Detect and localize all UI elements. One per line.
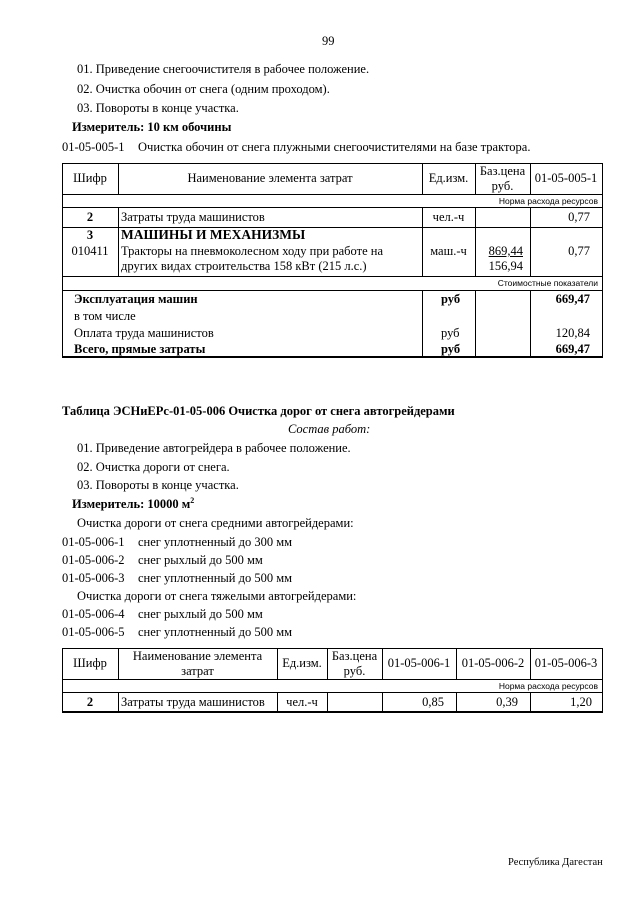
table1-header-col1: 01-05-005-1 [534,171,598,185]
item-code: 01-05-005-1 [62,140,125,154]
cost-row-name: Эксплуатация машин [74,292,198,306]
table-row-name: Тракторы на пневмоколесном ходу при работе на [121,244,383,258]
table2-header-name-cont: затрат [181,664,214,678]
group-title: Очистка дороги от снега средними автогрейдерами: [77,516,354,530]
table-row-price: 869,44 [488,244,523,258]
cost-row-unit: руб [441,292,461,306]
table2-header-price-unit: руб. [343,664,366,678]
step-item: 02. Очистка обочин от снега (одним проходом). [77,82,330,96]
table1-header-code: Шифр [73,171,107,185]
cost-row-unit: руб [441,342,461,356]
table-row-name: Затраты труда машинистов [121,210,265,224]
item-code: 01-05-006-2 [62,553,125,567]
cost-row-name: в том числе [74,309,136,323]
table-row-value-2: 0,39 [496,695,518,709]
cost-row-value: 669,47 [555,342,590,356]
cost-row-name: Оплата труда машинистов [74,326,214,340]
table-row-unit: маш.-ч [430,244,467,258]
table-row-value: 0,77 [568,210,590,224]
measure-label: Измеритель: 10 км обочины [72,120,232,134]
group-title: Очистка дороги от снега тяжелыми автогрейдерами: [77,589,357,603]
table2-header-code: Шифр [73,656,107,670]
table2-header-unit: Ед.изм. [282,656,322,670]
measure-text: Измеритель: 10000 м [72,497,191,512]
norm-label: Норма расхода ресурсов [498,196,598,206]
table-row-value: 0,77 [568,244,590,258]
cost-row-unit: руб [441,326,460,340]
table-row-name: Затраты труда машинистов [121,695,265,709]
table-title: Таблица ЭСНиЕРс-01-05-006 Очистка дорог от снега автогрейдерами [62,404,455,418]
table-row-value-3: 1,20 [570,695,592,709]
table-row-price-wage: 156,94 [488,259,523,273]
measure-superscript: 2 [190,496,195,505]
item-description: снег уплотненный до 500 мм [138,625,293,639]
step-item: 03. Повороты в конце участка. [77,101,239,115]
step-item: 01. Приведение автогрейдера в рабочее положение. [77,441,351,455]
item-code: 01-05-006-5 [62,625,125,639]
item-description: снег уплотненный до 300 мм [138,535,293,549]
step-item: 01. Приведение снегоочистителя в рабочее положение. [77,62,370,76]
item-code: 01-05-006-1 [62,535,125,549]
table1-header-name: Наименование элемента затрат [187,171,353,185]
measure-label [72,496,194,512]
table-row-code: 010411 [71,244,109,258]
item-code: 01-05-006-4 [62,607,125,621]
step-item: 02. Очистка дороги от снега. [77,460,230,474]
table2-header-col2: 01-05-006-2 [461,656,525,670]
item-code: 01-05-006-3 [62,571,125,585]
table2-header-price: Баз.цена [331,649,378,663]
item-description: снег рыхлый до 500 мм [138,607,263,621]
work-composition-label: Состав работ: [288,422,371,436]
table-row-code: 2 [86,210,94,224]
footer-region: Республика Дагестан [508,857,603,868]
table-row-unit: чел.-ч [286,695,318,709]
table1-header-unit: Ед.изм. [428,171,469,185]
table-row-value-1: 0,85 [422,695,444,709]
table2-header-name: Наименование элемента [132,649,263,663]
table-row-name-cont: других видах строительства 158 кВт (215 л.с.) [121,259,367,273]
section-heading: МАШИНЫ И МЕХАНИЗМЫ [121,227,306,242]
table1-header-price: Баз.цена [479,164,526,178]
page-number: 99 [322,34,335,48]
step-item: 03. Повороты в конце участка. [77,478,239,492]
norm-label: Норма расхода ресурсов [498,681,598,691]
item-description: Очистка обочин от снега плужными снегоочистителями на базе трактора. [138,140,531,154]
table1-header-price-unit: руб. [491,179,514,193]
table-row-code: 3 [86,228,94,242]
item-description: снег уплотненный до 500 мм [138,571,293,585]
item-description: снег рыхлый до 500 мм [138,553,263,567]
table2-header-col3: 01-05-006-3 [534,656,598,670]
table-row-unit: чел.-ч [432,210,465,224]
cost-label: Стоимостные показатели [497,278,598,288]
cost-row-name: Всего, прямые затраты [74,342,206,356]
table-row-code: 2 [86,695,94,709]
table2-header-col1: 01-05-006-1 [387,656,451,670]
cost-row-value: 669,47 [555,292,590,306]
cost-row-value: 120,84 [555,326,590,340]
